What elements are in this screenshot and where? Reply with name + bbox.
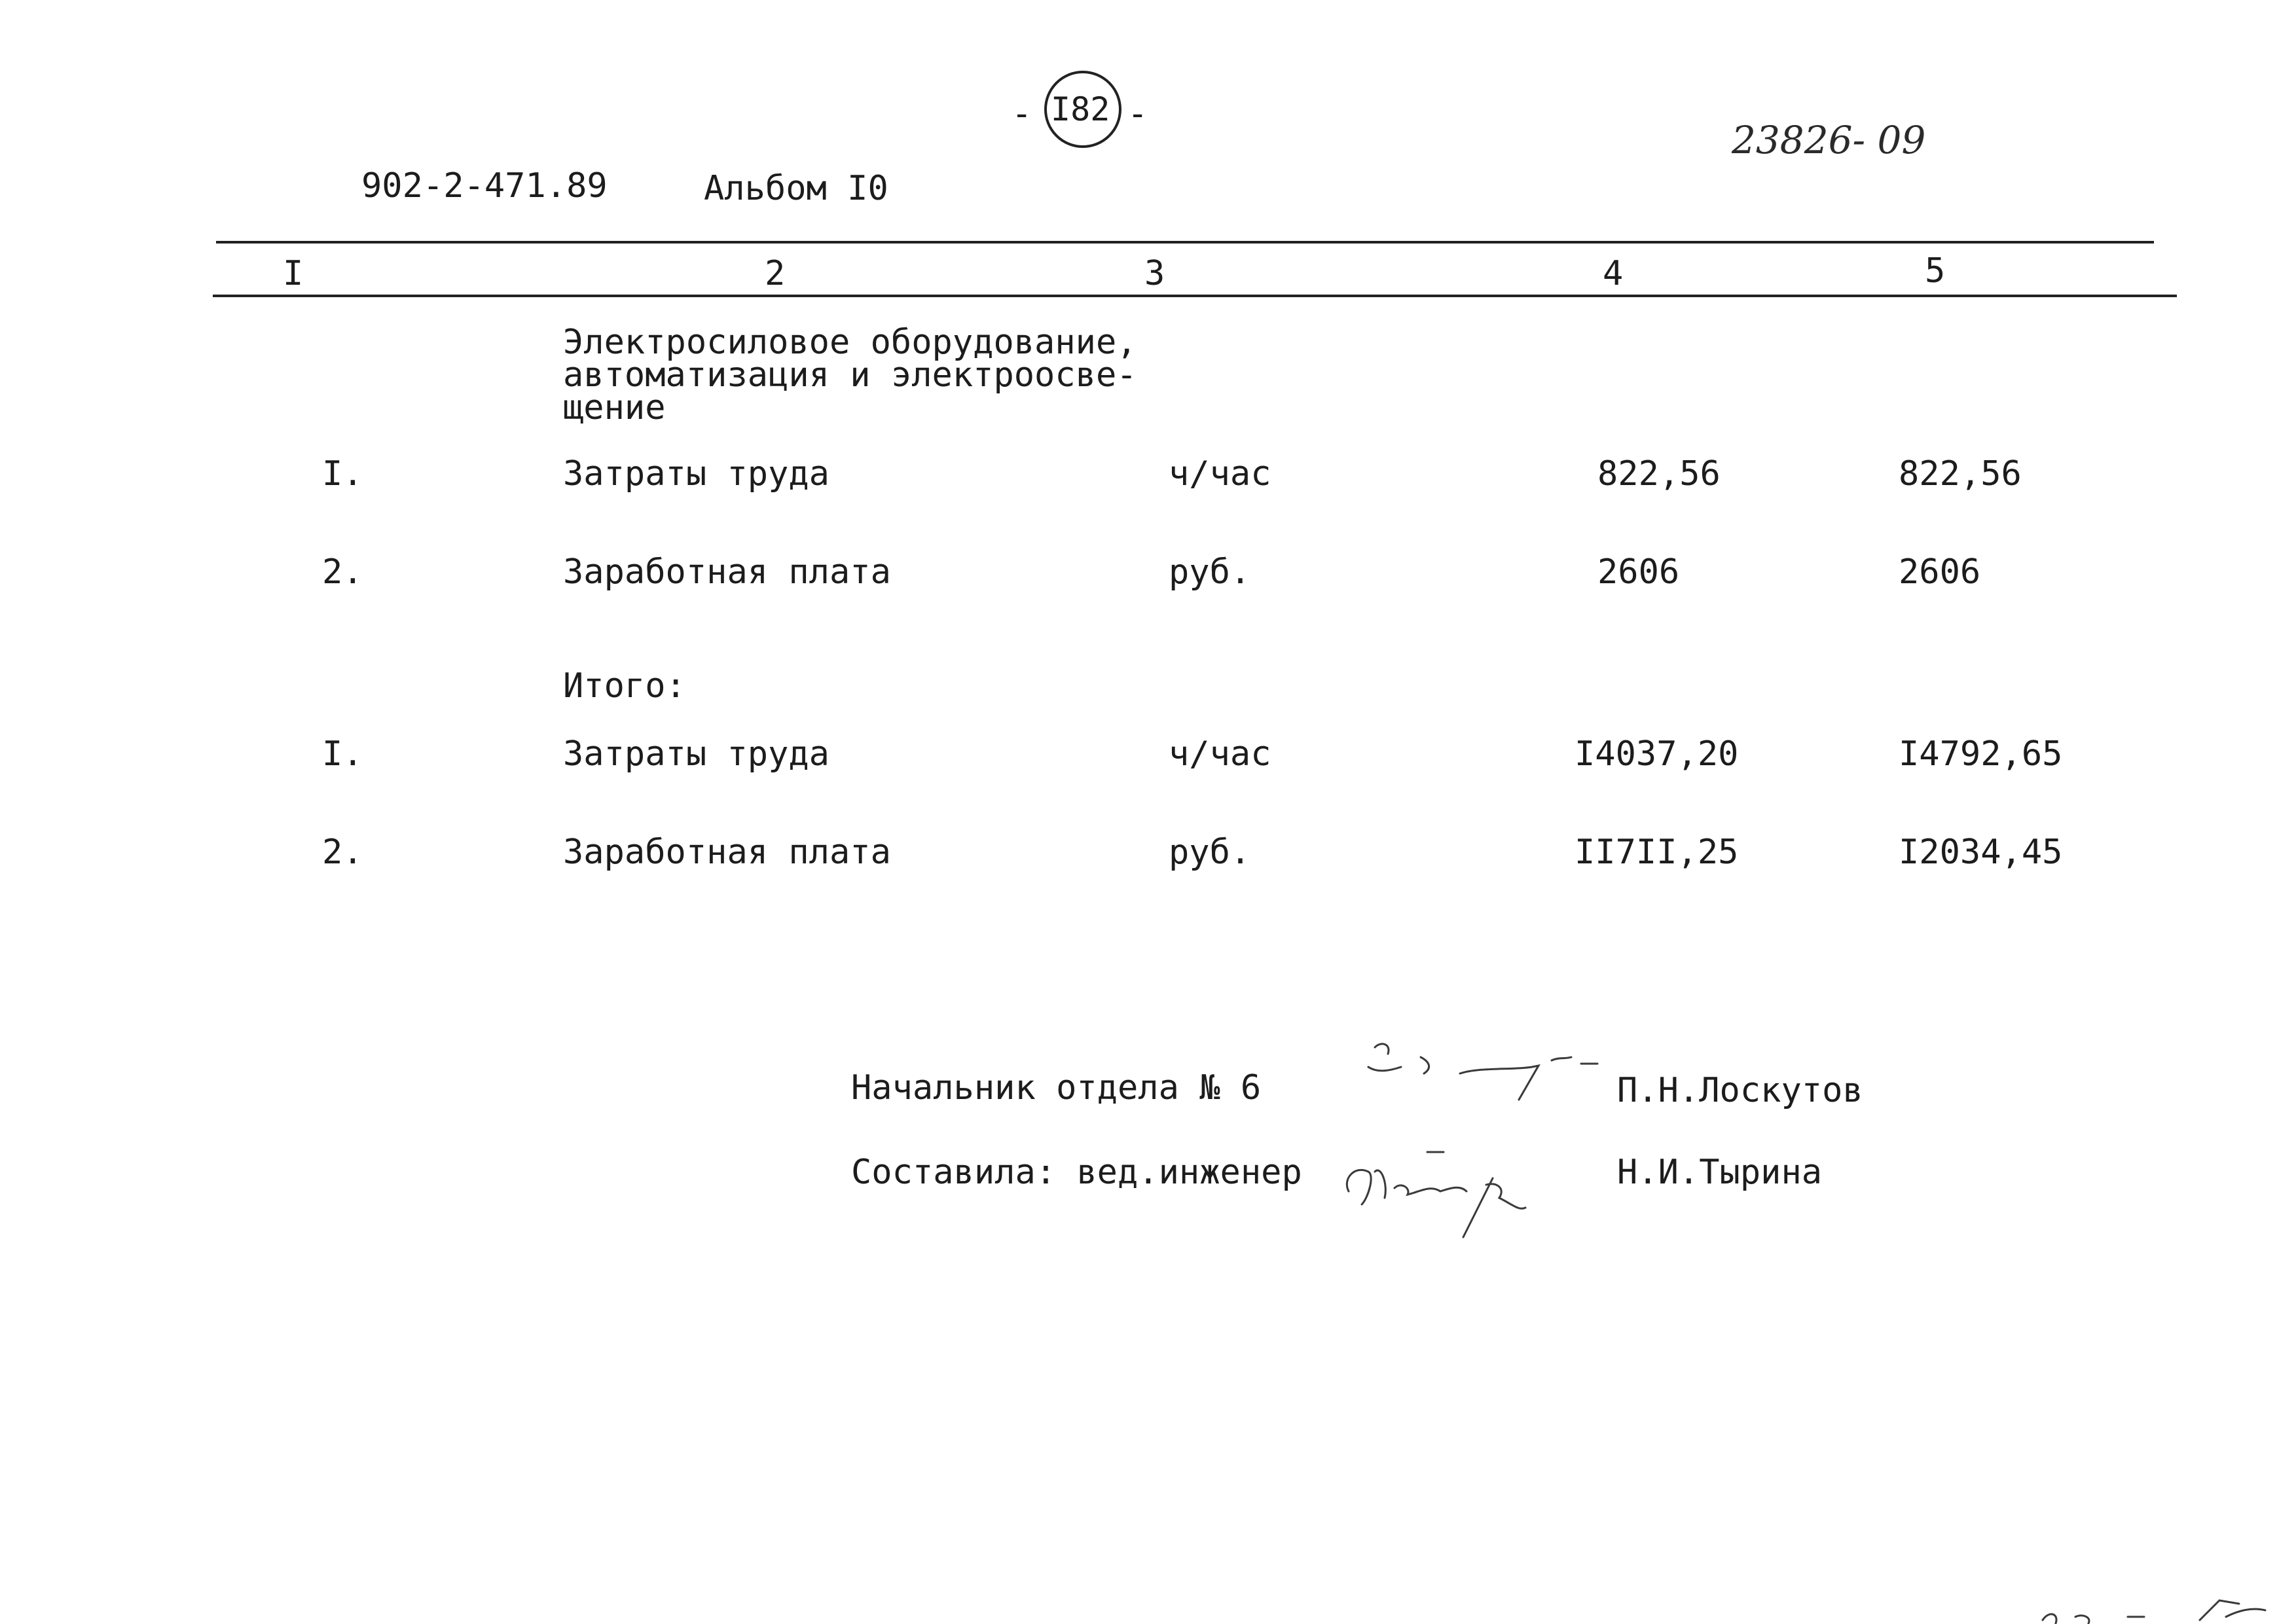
section-title-line: Электросиловое оборудование,: [563, 323, 1137, 362]
row-col4: II7II,25: [1575, 833, 1739, 872]
table-row: [0, 734, 2296, 776]
column-header-5: 5: [1925, 251, 1946, 291]
row-name: Заработная плата: [563, 552, 891, 592]
row-number: 2.: [322, 552, 363, 592]
handwritten-mark: [2030, 1591, 2291, 1624]
row-number: I.: [322, 734, 363, 774]
row-unit: руб.: [1169, 833, 1251, 872]
column-header-3: 3: [1144, 254, 1165, 293]
row-unit: руб.: [1169, 552, 1251, 592]
signature-head: [1362, 1034, 1611, 1119]
head-name: П.Н.Лоскутов: [1617, 1071, 1863, 1110]
table-row: [0, 835, 2296, 875]
signature-author: [1329, 1126, 1545, 1244]
row-unit: ч/час: [1169, 454, 1271, 494]
section-title: [563, 323, 1137, 427]
author-name: Н.И.Тырина: [1617, 1153, 1823, 1192]
column-header-4: 4: [1603, 254, 1624, 293]
head-title: Начальник отдела № 6: [851, 1068, 1262, 1108]
column-header-2: 2: [765, 254, 786, 293]
table-row: [0, 454, 2296, 496]
table-top-rule: [216, 241, 2154, 244]
row-number: I.: [322, 454, 363, 494]
section-title-line: автоматизация и электроосве-: [563, 355, 1137, 395]
section-title-line: щение: [563, 388, 666, 427]
doc-code: 902-2-471.89: [361, 166, 608, 206]
row-unit: ч/час: [1169, 734, 1271, 774]
album-label: Альбом I0: [704, 169, 888, 208]
row-col4: I4037,20: [1575, 734, 1739, 774]
column-header-1: I: [283, 254, 304, 293]
row-col5: I4792,65: [1899, 734, 2063, 774]
archive-number: 23826- 09: [1732, 118, 1926, 162]
row-number: 2.: [322, 833, 363, 872]
row-col5: 2606: [1899, 552, 1981, 592]
page-number: I82: [1051, 90, 1110, 128]
row-col4: 822,56: [1597, 454, 1721, 494]
row-name: Затраты труда: [563, 454, 829, 494]
row-name: Заработная плата: [563, 833, 891, 872]
author-title: Составила: вед.инженер: [851, 1153, 1302, 1192]
table-header-bottom-rule: [213, 295, 2177, 297]
total-label: Итого:: [563, 666, 686, 706]
page-number-dash-right: -: [1127, 94, 1148, 134]
row-name: Затраты труда: [563, 734, 829, 774]
row-col4: 2606: [1597, 552, 1680, 592]
page-number-dash-left: -: [1011, 94, 1032, 134]
row-col5: 822,56: [1899, 454, 2022, 494]
table-row: [0, 552, 2296, 594]
row-col5: I2034,45: [1899, 833, 2063, 872]
